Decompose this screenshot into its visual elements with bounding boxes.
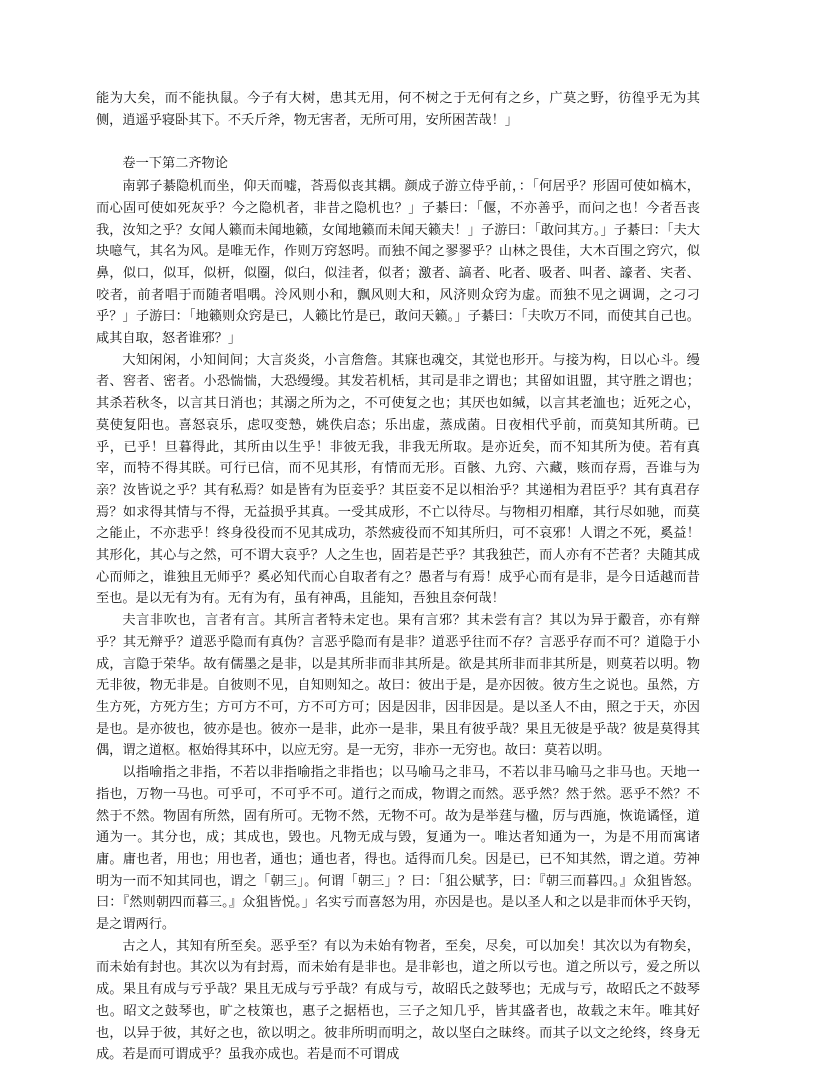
document-page	[96, 88, 700, 1063]
paragraph-3: 夫言非吹也，言者有言。其所言者特未定也。果有言邪？其未尝有言？其以为异于鷇音，亦有辩乎？其无辩乎？道恶乎隐而有真伪？言恶乎隐而有是非？道恶乎往而不存？言恶乎存而不可？道隐于小成，言隐于荣华。故有儒墨之是非，以是其所非而非其所是。欲是其所非而非其所是，则莫若以明。物无非彼，物无非是。自彼则不见，自知则知之。故曰：彼出于是，是亦因彼。彼方生之说也。虽然，方生方死，方死方生；方可方不可，方不可方可；因是因非，因非因是。是以圣人不由，照之于天，亦因是也。是亦彼也，彼亦是也。彼亦一是非，此亦一是非，果且有彼乎哉？果且无彼是乎哉？彼是莫得其偶，谓之道枢。枢始得其环中，以应无穷。是一无穷，非亦一无穷也。故曰：莫若以明。	[96, 613, 700, 759]
paragraph-4: 以指喻指之非指，不若以非指喻指之非指也；以马喻马之非马，不若以非马喻马之非马也。天地一指也，万物一马也。可乎可，不可乎不可。道行之而成，物谓之而然。恶乎然？然于然。恶乎不然？不然于不然。物固有所然，固有所可。无物不然，无物不可。故为是举莛与楹，厉与西施，恢诡谲怪，道通为一。其分也，成；其成也，毁也。凡物无成与毁，复通为一。唯达者知通为一，为是不用而寓诸庸。庸也者，用也；用也者，通也；通也者，得也。适得而几矣。因是已，已不知其然，谓之道。劳神明为一而不知其同也，谓之「朝三」。何谓「朝三」？曰：「狙公赋芧，曰：『朝三而暮四。』众狙皆怒。曰：『然则朝四而暮三。』众狙皆悦。」名实亏而喜怒为用，亦因是也。是以圣人和之以是非而休乎天钧，是之谓两行。	[96, 765, 700, 933]
paragraph-1: 南郭子綦隐机而坐，仰天而嘘，荅焉似丧其耦。颜成子游立侍乎前，：「何居乎？形固可使如槁木，而心固可使如死灰乎？今之隐机者，非昔之隐机也？」子綦曰：「偃，不亦善乎，而问之也！今者吾丧我，汝知之乎？女闻人籁而未闻地籁，女闻地籁而未闻天籁夫！」子游曰：「敢问其方。」子綦曰：「夫大块噫气，其名为风。是唯无作，作则万窍怒呺。而独不闻之翏翏乎？山林之畏佳，大木百围之窍穴，似鼻，似口，似耳，似枅，似圈，似臼，似洼者，似者；激者、謞者、叱者、吸者、叫者、譹者、宎者、咬者，前者唱于而随者唱喁。泠风则小和，飘风则大和，风济则众窍为虚。而独不见之调调，之刁刁乎？」子游曰：「地籁则众窍是已，人籁比竹是已，敢问天籁。」子綦曰：「夫吹万不同，而使其自己也。咸其自取，怒者谁邪？」	[96, 179, 700, 347]
paragraph-2: 大知闲闲，小知间间；大言炎炎，小言詹詹。其寐也魂交，其觉也形开。与接为构，日以心斗。缦者、窖者、密者。小恐惴惴，大恐缦缦。其发若机栝，其司是非之谓也；其留如诅盟，其守胜之谓也；其杀若秋冬，以言其日消也；其溺之所为之，不可使复之也；其厌也如缄，以言其老洫也；近死之心，莫使复阳也。喜怒哀乐，虑叹变慹，姚佚启态；乐出虚，蒸成菌。日夜相代乎前，而莫知其所萌。已乎，已乎！旦暮得此，其所由以生乎！非彼无我，非我无所取。是亦近矣，而不知其所为使。若有真宰，而特不得其眹。可行已信，而不见其形，有情而无形。百骸、九窍、六藏，赅而存焉，吾谁与为亲？汝皆说之乎？其有私焉？如是皆有为臣妾乎？其臣妾不足以相治乎？其递相为君臣乎？其有真君存焉？如求得其情与不得，无益损乎其真。一受其成形，不亡以待尽。与物相刃相靡，其行尽如驰，而莫之能止，不亦悲乎！终身役役而不见其成功，苶然疲役而不知其所归，可不哀邪！人谓之不死，奚益！其形化，其心与之然，可不谓大哀乎？人之生也，固若是芒乎？其我独芒，而人亦有不芒者？夫随其成心而师之，谁独且无师乎？奚必知代而心自取者有之？愚者与有焉！成乎心而有是非，是今日适越而昔至也。是以无有为有。无有为有，虽有神禹，且能知，吾独且奈何哉！	[96, 352, 700, 607]
paragraph-5: 古之人，其知有所至矣。恶乎至？有以为未始有物者，至矣，尽矣，可以加矣！其次以为有物矣，而未始有封也。其次以为有封焉，而未始有是非也。是非彰也，道之所以亏也。道之所以亏，爱之所以成。果且有成与亏乎哉？果且无成与亏乎哉？有成与亏，故昭氏之鼓琴也；无成与亏，故昭氏之不鼓琴也。昭文之鼓琴也，旷之枝策也，惠子之据梧也，三子之知几乎，皆其盛者也，故载之末年。唯其好也，以异于彼，其好之也，欲以明之。彼非所明而明之，故以坚白之昧终。而其子以文之纶终，终身无成。若是而可谓成乎？虽我亦成也。若是而不可谓成	[96, 938, 700, 1063]
opening-paragraph: 能为大矣，而不能执鼠。今子有大树，患其无用，何不树之于无何有之乡，广莫之野，彷徨乎无为其侧，逍遥乎寝卧其下。不夭斤斧，物无害者，无所可用，安所困苦哉！」	[96, 91, 700, 128]
chapter-title: 卷一下第二齐物论	[122, 156, 228, 172]
